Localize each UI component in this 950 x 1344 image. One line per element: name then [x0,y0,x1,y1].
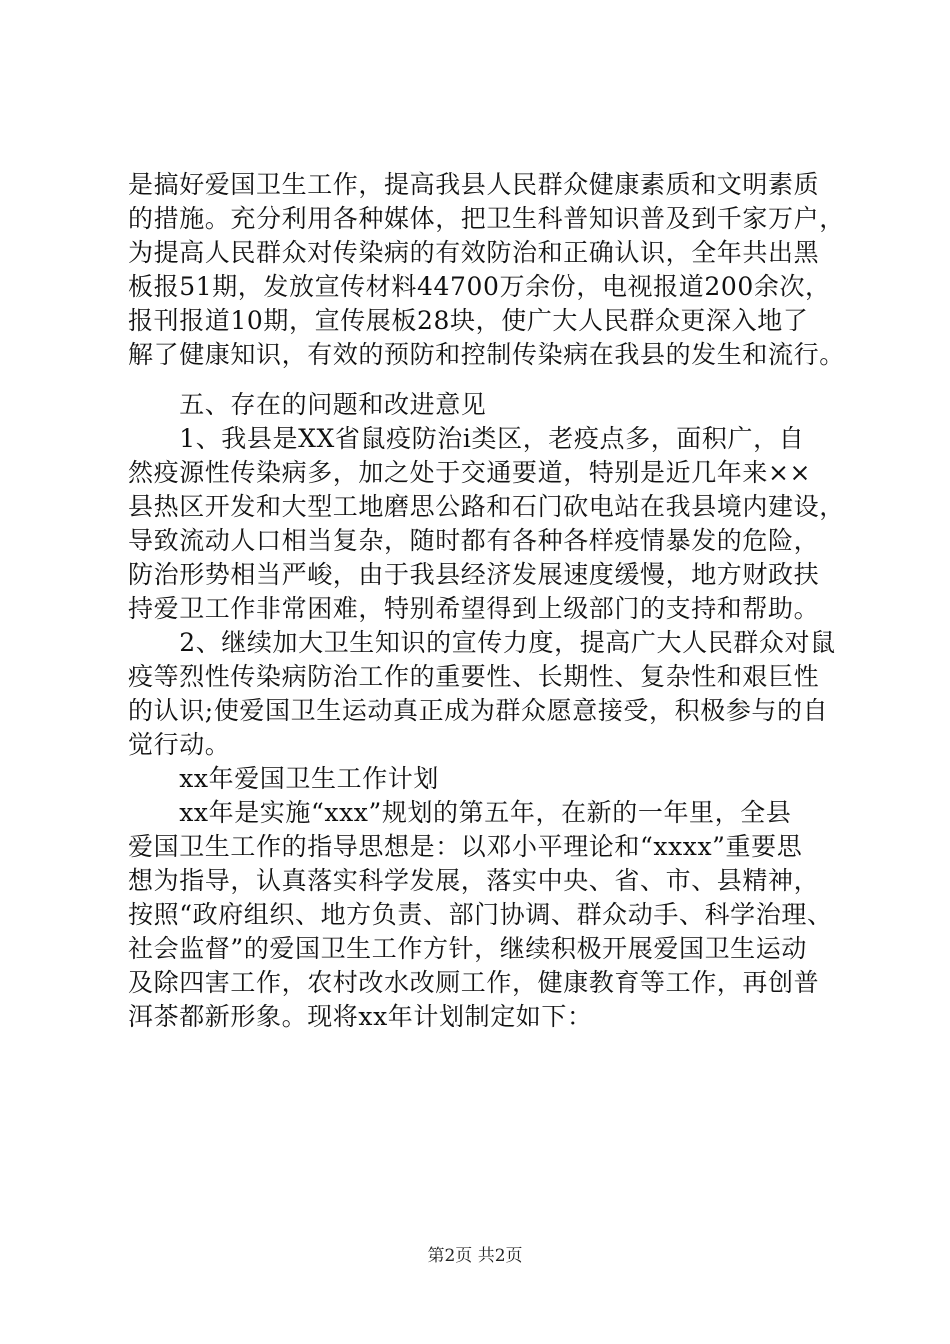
text-line: 持爱卫工作非常困难，特别希望得到上级部门的支持和帮助。 [128,594,820,623]
text-line: 板报51期，发放宣传材料44700万余份，电视报道200余次， [128,272,831,301]
text-line: 洱茶都新形象。现将xx年计划制定如下： [128,1002,593,1031]
page-number-footer: 第2页 共2页 [427,1246,523,1266]
text-line: 的措施。充分利用各种媒体，把卫生科普知识普及到千家万户， [128,204,845,233]
text-line: 2、继续加大卫生知识的宣传力度，提高广大人民群众对鼠 [128,628,836,657]
text-line: 社会监督”的爱国卫生工作方针，继续积极开展爱国卫生运动 [128,934,807,963]
text-line: 解了健康知识，有效的预防和控制传染病在我县的发生和流行。 [128,340,845,369]
section-heading: 五、存在的问题和改进意见 [128,390,487,419]
text-line: 为提高人民群众对传染病的有效防治和正确认识，全年共出黑 [128,238,820,267]
text-line: 疫等烈性传染病防治工作的重要性、长期性、复杂性和艰巨性 [128,662,820,691]
text-line: 觉行动。 [128,730,231,759]
section-heading: xx年爱国卫生工作计划 [128,764,439,793]
text-line: 按照“政府组织、地方负责、部门协调、群众动手、科学治理、 [128,900,833,929]
text-line: 然疫源性传染病多，加之处于交通要道，特别是近几年来×× [128,458,812,487]
text-line: xx年是实施“xxx”规划的第五年，在新的一年里，全县 [128,798,792,827]
text-line: 1、我县是XX省鼠疫防治ⅰ类区，老疫点多，面积广，自 [128,424,805,453]
text-line: 防治形势相当严峻，由于我县经济发展速度缓慢，地方财政扶 [128,560,820,589]
text-line: 县热区开发和大型工地磨思公路和石门砍电站在我县境内建设， [128,492,845,521]
text-line: 报刊报道10期，宣传展板28块，使广大人民群众更深入地了 [128,306,809,335]
text-line: 爱国卫生工作的指导思想是：以邓小平理论和“xxxx”重要思 [128,832,803,861]
text-line: 导致流动人口相当复杂，随时都有各种各样疫情暴发的危险， [128,526,820,555]
paragraph-gap [128,372,848,388]
text-line: 想为指导，认真落实科学发展，落实中央、省、市、县精神， [128,866,820,895]
document-body [128,168,848,1034]
text-line: 是搞好爱国卫生工作，提高我县人民群众健康素质和文明素质 [128,170,820,199]
text-line: 及除四害工作，农村改水改厕工作，健康教育等工作，再创普 [128,968,820,997]
text-line: 的认识;使爱国卫生运动真正成为群众愿意接受，积极参与的自 [128,696,829,725]
